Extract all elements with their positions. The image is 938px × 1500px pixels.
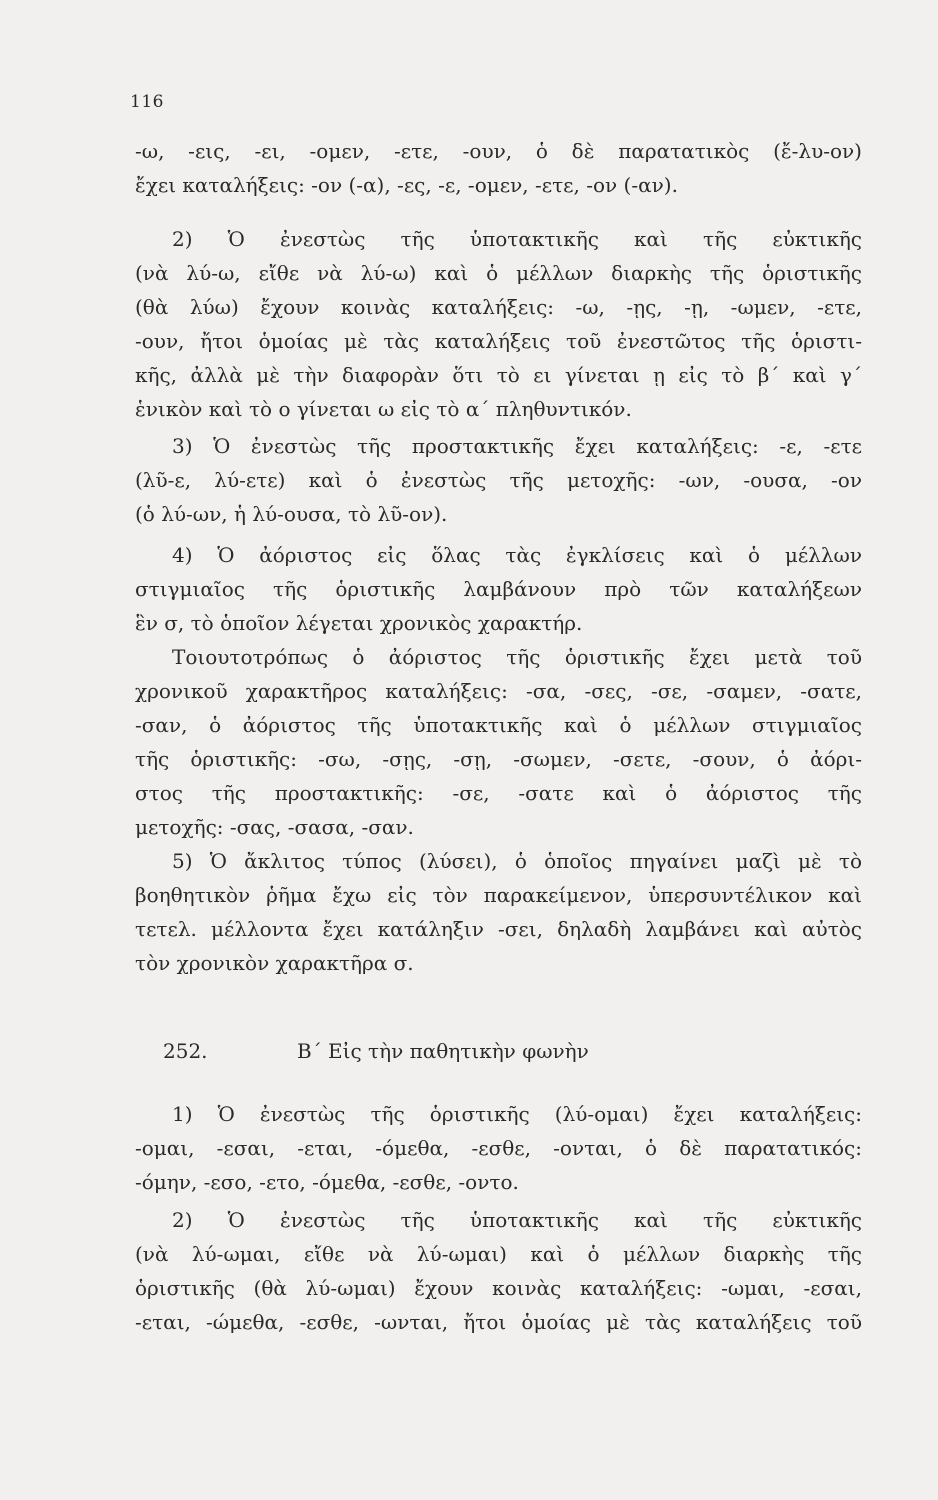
text-line: μετοχῆς: -σας, -σασα, -σαν.: [135, 815, 414, 839]
text-line: -ω, -εις, -ει, -ομεν, -ετε, -ουν, ὁ δὲ παρατατικὸς (ἔ-λυ-ον): [135, 139, 862, 163]
page-number: 116: [130, 92, 164, 112]
paragraph-aorist: [135, 538, 862, 844]
text-line: -ομαι, -εσαι, -εται, -όμεθα, -εσθε, -ονται, ὁ δὲ παρατατικός:: [135, 1136, 862, 1160]
text-line: τῆς ὁριστικῆς: -σω, -σῃς, -σῃ, -σωμεν, -σετε, -σουν, ὁ ἀόρι-: [135, 747, 862, 771]
section-number: 252.: [163, 1039, 208, 1063]
text-line: -όμην, -εσο, -ετο, -όμεθα, -εσθε, -οντο.: [135, 1170, 519, 1194]
text-line: 2) Ὁ ἐνεστὼς τῆς ὑποτακτικῆς καὶ τῆς εὐκτικῆς: [172, 227, 862, 251]
paragraph-subjunctive-optative: [135, 222, 862, 426]
text-line: -σαν, ὁ ἀόριστος τῆς ὑποτακτικῆς καὶ ὁ μέλλων στιγμιαῖος: [135, 713, 862, 737]
text-line: -ουν, ἤτοι ὁμοίας μὲ τὰς καταλήξεις τοῦ ἐνεστῶτος τῆς ὁριστι-: [135, 329, 862, 353]
paragraph-passive-indicative: [135, 1097, 862, 1199]
text-line: 5) Ὁ ἄκλιτος τύπος (λύσει), ὁ ὁποῖος πηγαίνει μαζὶ μὲ τὸ: [172, 849, 862, 873]
text-line: χρονικοῦ χαρακτῆρος καταλήξεις: -σα, -σες, -σε, -σαμεν, -σατε,: [135, 679, 862, 703]
text-line: (θὰ λύω) ἔχουν κοινὰς καταλήξεις: -ω, -ῃς, -ῃ, -ωμεν, -ετε,: [135, 295, 862, 319]
text-line: -εται, -ώμεθα, -εσθε, -ωνται, ἤτοι ὁμοίας μὲ τὰς καταλήξεις τοῦ: [135, 1310, 862, 1334]
section-title: Β΄ Εἰς τὴν παθητικὴν φωνὴν: [297, 1039, 589, 1063]
text-line: τετελ. μέλλοντα ἔχει κατάληξιν -σει, δηλαδὴ λαμβάνει καὶ αὐτὸς: [135, 917, 862, 941]
text-line: Τοιουτοτρόπως ὁ ἀόριστος τῆς ὁριστικῆς ἔχει μετὰ τοῦ: [172, 645, 862, 669]
text-line: στος τῆς προστακτικῆς: -σε, -σατε καὶ ὁ ἀόριστος τῆς: [135, 781, 862, 805]
text-line: (ὁ λύ-ων, ἡ λύ-ουσα, τὸ λῦ-ον).: [135, 502, 448, 526]
paragraph-infinitive: [135, 844, 862, 980]
text-line: ἓν σ, τὸ ὁποῖον λέγεται χρονικὸς χαρακτήρ.: [135, 611, 583, 635]
text-line: (νὰ λύ-ω, εἴθε νὰ λύ-ω) καὶ ὁ μέλλων διαρκὴς τῆς ὁριστικῆς: [135, 261, 862, 285]
text-line: (λῦ-ε, λύ-ετε) καὶ ὁ ἐνεστὼς τῆς μετοχῆς: -ων, -ουσα, -ον: [135, 468, 862, 492]
text-line: κῆς, ἀλλὰ μὲ τὴν διαφορὰν ὅτι τὸ ει γίνεται ῃ εἰς τὸ β΄ καὶ γ΄: [135, 363, 862, 387]
text-line: (νὰ λύ-ωμαι, εἴθε νὰ λύ-ωμαι) καὶ ὁ μέλλων διαρκὴς τῆς: [135, 1242, 862, 1266]
text-line: ὁριστικῆς (θὰ λύ-ωμαι) ἔχουν κοινὰς καταλήξεις: -ωμαι, -εσαι,: [135, 1276, 862, 1300]
text-line: τὸν χρονικὸν χαρακτῆρα σ.: [135, 951, 414, 975]
text-line: 2) Ὁ ἐνεστὼς τῆς ὑποτακτικῆς καὶ τῆς εὐκτικῆς: [172, 1208, 862, 1232]
paragraph-imperative-participle: [135, 429, 862, 531]
section-heading: [135, 1034, 862, 1068]
text-line: βοηθητικὸν ῥῆμα ἔχω εἰς τὸν παρακείμενον, ὑπερσυντέλικον καὶ: [135, 883, 862, 907]
paragraph-passive-subjunctive: [135, 1203, 862, 1339]
text-line: 3) Ὁ ἐνεστὼς τῆς προστακτικῆς ἔχει καταλήξεις: -ε, -ετε: [172, 434, 862, 458]
text-line: ἑνικὸν καὶ τὸ ο γίνεται ω εἰς τὸ α΄ πληθυντικόν.: [135, 397, 632, 421]
text-line: ἔχει καταλήξεις: -ον (-α), -ες, -ε, -ομεν, -ετε, -ον (-αν).: [135, 173, 678, 197]
text-line: 1) Ὁ ἐνεστὼς τῆς ὁριστικῆς (λύ-ομαι) ἔχει καταλήξεις:: [172, 1102, 862, 1126]
text-line: 4) Ὁ ἀόριστος εἰς ὅλας τὰς ἐγκλίσεις καὶ ὁ μέλλων: [172, 543, 862, 567]
text-line: στιγμιαῖος τῆς ὁριστικῆς λαμβάνουν πρὸ τῶν καταλήξεων: [135, 577, 862, 601]
paragraph-active-indicative-endings: [135, 134, 862, 202]
